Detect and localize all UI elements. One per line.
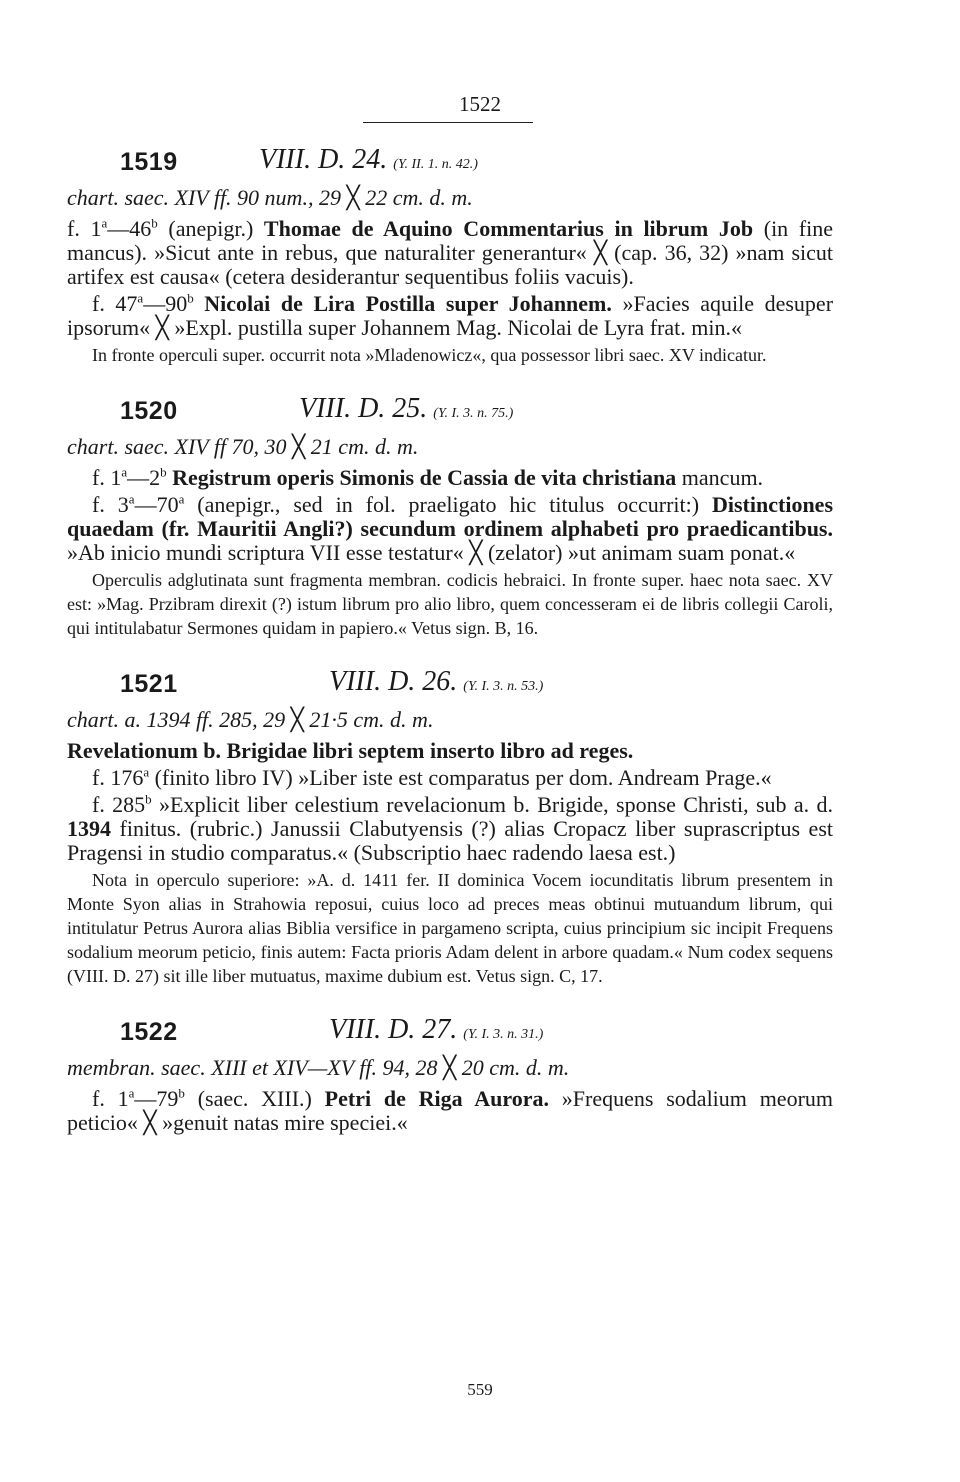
- entry-description: chart. a. 1394 ff. 285, 29 ╳ 21·5 cm. d. m.: [67, 707, 434, 732]
- entry-description: membran. saec. XIII et XIV—XV ff. 94, 28 ╳ 20 cm. d. m.: [67, 1055, 570, 1080]
- folio-range: —90: [143, 291, 188, 316]
- old-reference: (Y. I. 3. n. 53.): [463, 679, 544, 694]
- entry-heading: [67, 140, 833, 184]
- work-title: Petri de Riga Aurora.: [324, 1086, 549, 1111]
- work-title: Nicolai de Lira Postilla super Johannem.: [204, 291, 612, 316]
- entry-shelfmark: [299, 393, 513, 425]
- entry-number: 1519: [120, 148, 178, 176]
- old-reference: (Y. I. 3. n. 75.): [433, 406, 514, 421]
- header-rule: [363, 122, 533, 123]
- work-title: Thomae de Aquino Commentarius in librum Job: [263, 216, 754, 241]
- catalog-entry: [67, 389, 833, 640]
- paragraph-text: »Facies aquile desuper ipsorum« ╳ »Expl. pustilla super Johannem Mag. Nicolai de Lyra frat. min.«: [67, 291, 834, 340]
- old-reference: (Y. I. 3. n. 31.): [463, 1027, 544, 1042]
- folio-sup: a: [137, 290, 144, 306]
- shelfmark-text: VIII. D. 26.: [329, 666, 458, 697]
- entry-title-line: Revelationum b. Brigidae libri septem inserto libro ad reges.: [67, 738, 634, 763]
- entry-paragraph: [67, 766, 833, 790]
- folio-range: —46: [107, 216, 152, 241]
- shelfmark-text: VIII. D. 24.: [259, 144, 388, 175]
- paragraph-text: »Ab inicio mundi scriptura VII esse testatur« ╳ (zelator) »ut animam suam ponat.«: [67, 540, 796, 565]
- folio-sup: a: [128, 1085, 135, 1101]
- catalog-content: [67, 140, 833, 1157]
- folio-range: —70: [134, 492, 179, 517]
- paragraph-text: (in fine mancus). »Sicut ante in rebus, que naturaliter generantur« ╳ (cap. 36, 32) »nam sicut artifex est causa« (cetera desiderantur sequentibus foliis vacuis).: [67, 216, 834, 289]
- entry-paragraph: [67, 1087, 833, 1135]
- entry-heading: [67, 662, 833, 706]
- folio-ref: f. 3: [92, 492, 129, 517]
- folio-sup: a: [121, 464, 128, 480]
- folio-range: —79: [134, 1086, 179, 1111]
- catalog-entry: [67, 140, 833, 367]
- folio-sup: b: [151, 215, 158, 231]
- entry-paragraph: [67, 793, 833, 865]
- work-title: Distinctiones quaedam (fr. Mauritii Angli?) secundum ordinem alphabeti pro praedicantibus.: [67, 492, 833, 541]
- folio-sup: b: [178, 1085, 185, 1101]
- entry-heading: [67, 1010, 833, 1054]
- entry-shelfmark: [329, 1014, 543, 1046]
- old-reference: (Y. II. 1. n. 42.): [393, 157, 478, 172]
- folio-ref: f. 47: [92, 291, 138, 316]
- folio-sup: a: [143, 764, 150, 780]
- entry-description: chart. saec. XIV ff. 90 num., 29 ╳ 22 cm. d. m.: [67, 185, 473, 210]
- entry-note: Operculis adglutinata sunt fragmenta membran. codicis hebraici. In fronte super. haec nota saec. XV est: »Mag. Przibram direxit (?) istum librum pro alio libro, quem concesseram ei de libris collegii Caroli, qui intitulabatur Sermones quidam in papiero.« Vetus sign. B, 16.: [67, 570, 833, 638]
- paragraph-text: finitus. (rubric.) Janussii Clabutyensis (?) alias Cropacz liber suprascriptus est Pragensi in studio comparatus.« (Subscriptio haec radendo laesa est.): [67, 816, 833, 865]
- folio-sup: b: [145, 791, 152, 807]
- entry-shelfmark: [259, 144, 478, 176]
- paragraph-text: (anepigr.): [157, 216, 264, 241]
- folio-sup: a: [128, 491, 135, 507]
- entry-paragraph: [67, 493, 833, 565]
- folio-sup: a: [101, 215, 108, 231]
- folio-ref: f. 1: [67, 216, 102, 241]
- folio-range: —2: [127, 465, 161, 490]
- catalog-entry: [67, 662, 833, 988]
- paragraph-text: mancum.: [676, 465, 764, 490]
- catalog-entry: [67, 1010, 833, 1135]
- page-footer-number: 559: [467, 1380, 493, 1399]
- paragraph-text: (anepigr., sed in fol. praeligato hic titulus occurrit:): [184, 492, 712, 517]
- folio-ref: f. 1: [92, 1086, 129, 1111]
- shelfmark-text: VIII. D. 25.: [299, 393, 428, 424]
- folio-ref: f. 1: [92, 465, 122, 490]
- shelfmark-text: VIII. D. 27.: [329, 1014, 458, 1045]
- paragraph-text: [194, 291, 205, 316]
- folio-ref: f. 176: [92, 765, 144, 790]
- entry-heading: [67, 389, 833, 433]
- paragraph-text: »Frequens sodalium meorum peticio« ╳ »genuit natas mire speciei.«: [67, 1086, 834, 1135]
- entry-paragraph: [67, 466, 833, 490]
- year-bold: 1394: [67, 816, 111, 841]
- entry-number: 1520: [120, 397, 178, 425]
- work-title: Registrum operis Simonis de Cassia de vita christiana: [172, 465, 677, 490]
- folio-ref: f. 285: [92, 792, 146, 817]
- paragraph-text: (finito libro IV) »Liber iste est comparatus per dom. Andream Prage.«: [149, 765, 772, 790]
- entry-note: In fronte operculi super. occurrit nota »Mladenowicz«, qua possessor libri saec. XV indicatur.: [92, 345, 767, 365]
- folio-sup: b: [160, 464, 167, 480]
- entry-description: chart. saec. XIV ff 70, 30 ╳ 21 cm. d. m.: [67, 434, 419, 459]
- page-header-number: 1522: [459, 92, 501, 116]
- paragraph-text: (saec. XIII.): [184, 1086, 325, 1111]
- folio-sup: a: [178, 491, 185, 507]
- entry-shelfmark: [329, 666, 543, 698]
- entry-number: 1521: [120, 670, 178, 698]
- entry-paragraph: [67, 217, 833, 289]
- entry-paragraph: [67, 292, 833, 340]
- entry-note: Nota in operculo superiore: »A. d. 1411 fer. II dominica Vocem iocunditatis librum presentem in Monte Syon alias in Strahowia reposui, cuius loco ad preces meas obtinui mutuandum librum, qui intitulatur Petrus Aurora alias Biblia versifice in pargameno scripta, cuius principium sic incipit Frequens sodalium meorum peticio, finis autem: Facta prioris Adam delent in arbore quadam.« Num codex sequens (VIII. D. 27) sit ille liber mutuatus, maxime dubium est. Vetus sign. C, 17.: [67, 870, 833, 986]
- folio-sup: b: [187, 290, 194, 306]
- entry-number: 1522: [120, 1018, 178, 1046]
- paragraph-text: »Explicit liber celestium revelacionum b. Brigide, sponse Christi, sub a. d.: [151, 792, 833, 817]
